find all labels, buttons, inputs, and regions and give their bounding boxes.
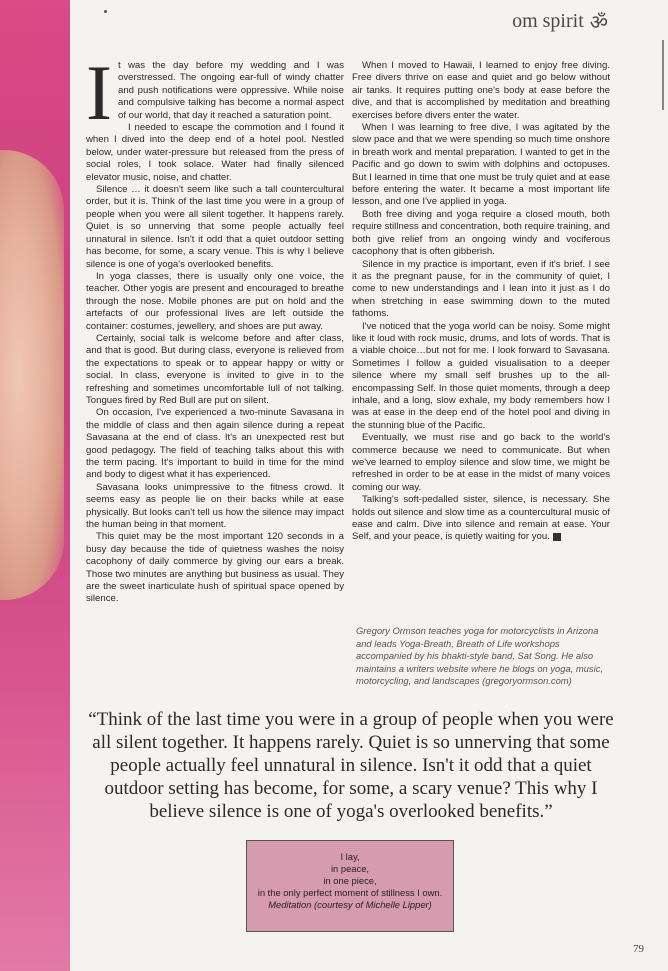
article-column-left <box>86 49 344 606</box>
author-bio: Gregory Ormson teaches yoga for motorcyclists in Arizona and leads Yoga-Breath, Breath of Life workshops accompanied by his bhakti-style band, Sat Song. He also maintains a writers website where he blogs on yoga, music, motorcycling, and landscapes (gregoryormson.com) <box>356 625 603 687</box>
article-paragraph: When I moved to Hawaii, I learned to enjoy free diving. Free divers thrive on ease and quiet and go below without air tanks. It requires putting one's body at ease before the dive, and that is accomplished by meditation and breathing exercises before divers enter the water. <box>352 60 610 121</box>
article-paragraph-final: Talking's soft-pedalled sister, silence, is necessary. She holds out silence and slow time as a countercultural music of ease and calm. Dive into silence and remain at ease. Your Self, and your peace, is quietly waiting for you. Ⓢ <box>352 494 610 543</box>
article-paragraph: Both free diving and yoga require a closed mouth, both require stillness and concentration, both require training, and both give relief from an ongoing windy and vociferous cacophony that is often gibberish. <box>352 208 610 258</box>
article-paragraph: I've noticed that the yoga world can be noisy. Some might like it loud with rock music, drums, and lots of words. That is a viable choice…but not for me. I look forward to Savasana. Sometimes I follow a guided visualisation to a deeper silence where my small self brushes up to the all-encompassing Self. In those quiet moments, through a deep inhale, and a long, slow exhale, my body remembers how I was at ease in the deep end of the hotel pool and diving in the stunning blue of the Pacific. <box>352 320 610 431</box>
om-symbol-icon: ॐ <box>589 12 608 34</box>
page-dot <box>104 10 107 13</box>
poem-credit: Meditation (courtesy of Michelle Lipper) <box>268 899 432 910</box>
article-paragraph: Certainly, social talk is welcome before and after class, and that is good. But during class, everyone is relieved from the expectations to speak or to appear happy or witty or social. In class, everyone is invited to give in to the refreshing and sometimes uncomfortable lull of not talking. Tongues fired by Red Bull are put on silent. <box>86 332 344 406</box>
section-header <box>512 8 608 35</box>
article-paragraph: This quiet may be the most important 120 seconds in a busy day because the tide of quietness washes the noisy cacophony of daily commerce by giving our ears a break. Those two minutes are anything but business as usual. They are the sweet inarticulate hush of spiritual space opened by silence. <box>86 531 344 605</box>
article-paragraph: Savasana looks unimpressive to the fitness crowd. It seems easy as people lie on their backs while at ease physically. But looks can't tell us how the silence may impact the human being in that moment. <box>86 481 344 531</box>
poem-box <box>246 840 454 932</box>
article-paragraph: When I was learning to free dive, I was agitated by the slow pace and that we were spending so much time onshore in breath work and mental preparation. I wanted to get in the Pacific and go down to swim with dolphins and octopuses. But I learned in time that one must be truly quiet and at ease before entering the water. It became a most important life lesson, and one I've applied in yoga. <box>352 122 610 208</box>
article-paragraph: In yoga classes, there is usually only one voice, the teacher. Other yogis are present and encouraged to breathe through the nose. Mobile phones are put on hold and the artefacts of our professional lives are left outside the container: costumes, jewellery, and shoes are put away. <box>86 270 344 332</box>
article-paragraph: Eventually, we must rise and go back to the world's commerce because we need to communicate. But when we've learned to employ silence and slow time, we might be refreshed in order to be at ease in the midst of many voices coming our way. <box>352 432 610 493</box>
article-paragraph: Silence … it doesn't seem like such a tall countercultural order, but it is. Think of the last time you were in a group of people when you were all silent together. It happens rarely. Quiet is so unnerving that some people actually feel unnatural in silence. Isn't it odd that a quiet outdoor setting has become, for some, a scary venue. This is why I believe silence is one of yoga's overlooked benefits. <box>86 184 344 270</box>
end-mark-icon: Ⓢ <box>553 533 561 541</box>
article-paragraph: On occasion, I've experienced a two-minute Savasana in the middle of class and then again silence during a repeat Savasana at the end of class. It's an unexpected rest but good pedagogy. The field of teaching talks about this with the term pacing. It's important to build in time for the mind and body to digest what it has experienced. <box>86 407 344 481</box>
section-title: om spirit <box>512 10 584 32</box>
article-paragraph: It was the day before my wedding and I was overstressed. The ongoing ear-full of windy chatter and push notifications were oppressive. While noise and compulsive talking has become a normal aspect of our world, that day it reached a saturation point. <box>86 49 344 136</box>
pull-quote: “Think of the last time you were in a group of people when you were all silent together. It happens rarely. Quiet is so unnerving that some people actually feel unnatural in silence. Isn't it odd that a quiet outdoor setting has become, for some, a scary venue? This why I believe silence is one of yoga's overlooked benefits.” <box>88 709 614 822</box>
poem-line: in the only perfect moment of stillness I own. <box>257 887 443 898</box>
photo-hand <box>0 150 64 600</box>
poem-line: I lay, <box>340 851 360 862</box>
drop-cap: I <box>86 49 112 136</box>
article-column-right <box>352 60 610 544</box>
poem-line: in one piece, <box>323 875 377 886</box>
article-paragraph: Silence in my practice is important, even if it's brief. I see it as the pregnant pause, for in the community of quiet, I come to new understandings and I lean into it just as I do when stretching in ease swimming down to the muted fathoms. <box>352 258 610 320</box>
poem-line: in peace, <box>330 863 370 874</box>
page-number: 79 <box>633 943 644 955</box>
article-paragraph: I needed to escape the commotion and I found it when I dived into the deep end of a hotel pool. Nestled below, under water-pressure but released from the press of social roles, I took solace. Water had finally silenced elevator music, noise, and chatter. <box>86 122 344 183</box>
page-edge-rule <box>662 40 664 110</box>
